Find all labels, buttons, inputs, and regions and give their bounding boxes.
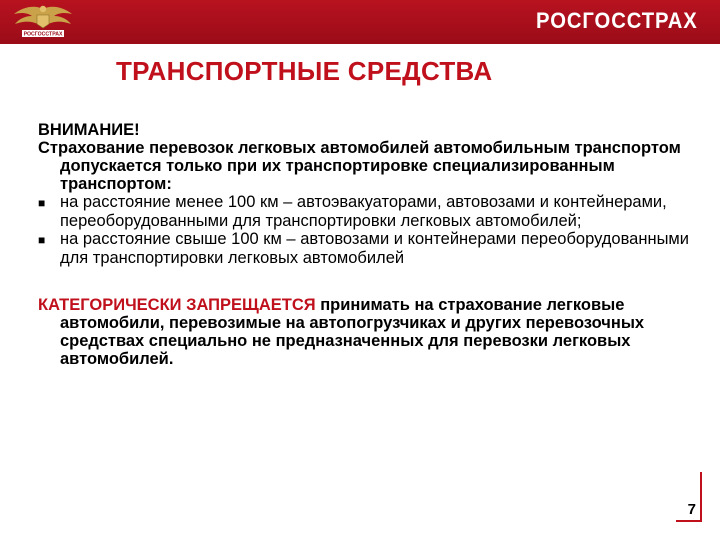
page-title: ТРАНСПОРТНЫЕ СРЕДСТВА (116, 56, 493, 86)
slide-body (38, 121, 698, 368)
bullet-icon: ■ (38, 196, 46, 210)
intro-paragraph: Страхование перевозок легковых автомобилей автомобильным транспортом допускается только при их транспортировке специализированным транспортом: (38, 139, 681, 193)
brand-name: РОСГОССТРАХ (536, 8, 698, 33)
header-bar (0, 0, 720, 44)
list-item (38, 193, 698, 230)
page-number-frame (676, 472, 702, 522)
prohibition-paragraph (38, 296, 698, 368)
page-number: 7 (687, 501, 696, 518)
bullet-text: на расстояние свыше 100 км – автовозами и контейнерами переоборудованными для транспортировки легковых автомобилей (60, 230, 689, 267)
list-item (38, 230, 698, 267)
prohibition-text: принимать на страхование легковые автомобили, перевозимые на автопогрузчиках и других перевозочных средствах специально не предназначенных для перевозки легковых автомобилей. (60, 296, 645, 368)
bullet-icon: ■ (38, 233, 46, 247)
prohibition-lead: КАТЕГОРИЧЕСКИ ЗАПРЕЩАЕТСЯ (38, 296, 316, 314)
emblem-label: РОСГОССТРАХ (23, 31, 63, 38)
eagle-emblem-icon (8, 3, 78, 41)
attention-label: ВНИМАНИЕ! (38, 121, 140, 139)
bullet-text: на расстояние менее 100 км – автоэвакуаторами, автовозами и контейнерами, переоборудованными для транспортировки легковых автомобилей; (60, 193, 667, 230)
